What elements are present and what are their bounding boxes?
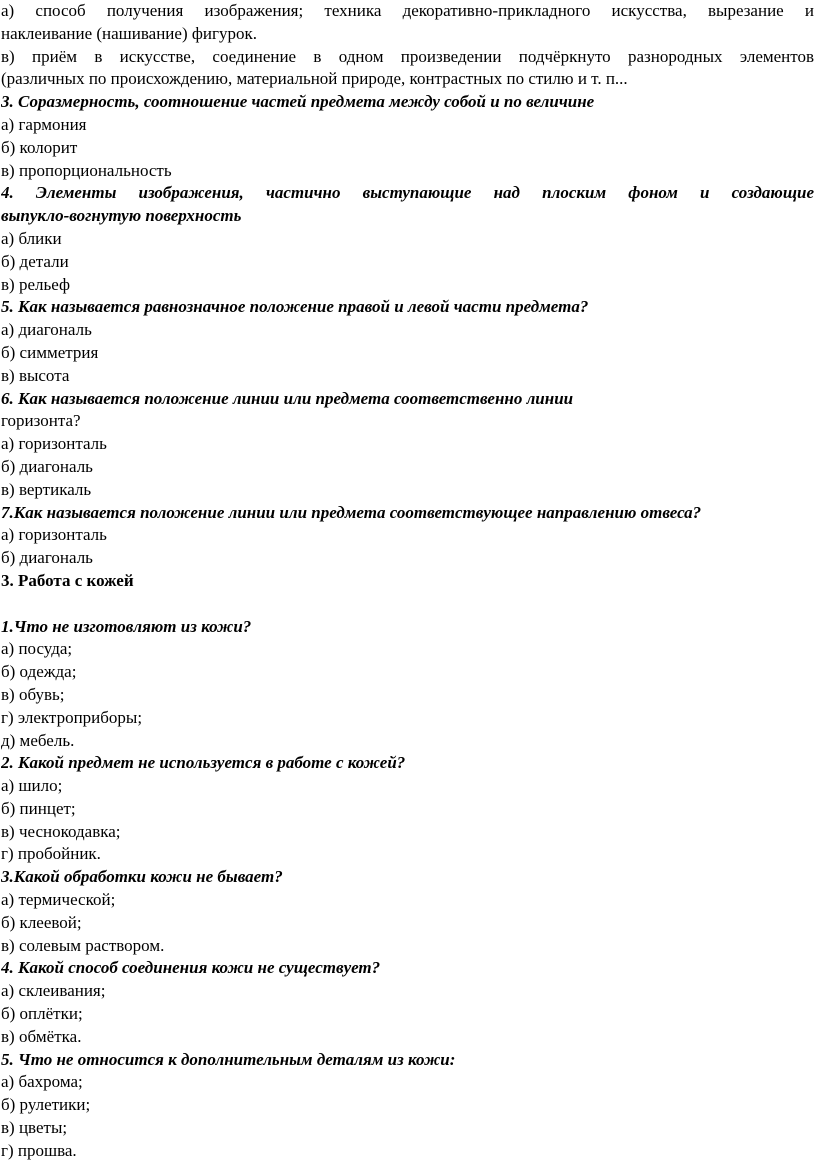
question-6-title-continuation: горизонта? bbox=[1, 411, 81, 431]
leather-question-3-title: 3.Какой обработки кожи не бывает? bbox=[1, 867, 283, 887]
leather-question-5-title: 5. Что не относится к дополнительным деталям из кожи: bbox=[1, 1049, 456, 1069]
answer-option: а) блики bbox=[1, 228, 62, 248]
answer-a-line-2: наклеивание (нашивание) фигурок. bbox=[1, 23, 257, 43]
question-6-title: 6. Как называется положение линии или предмета соответственно линии bbox=[1, 388, 574, 408]
answer-option: в) пропорциональность bbox=[1, 160, 172, 180]
answer-option: а) бахрома; bbox=[1, 1072, 83, 1092]
answer-option: а) склеивания; bbox=[1, 981, 106, 1001]
answer-option: а) гармония bbox=[1, 114, 87, 134]
question-4-title-line-1: 4. Элементы изображения, частично выступающие над плоским фоном и создающие bbox=[1, 183, 814, 203]
answer-option: б) диагональ bbox=[1, 456, 93, 476]
answer-option: б) диагональ bbox=[1, 548, 93, 568]
answer-option: б) симметрия bbox=[1, 342, 99, 362]
answer-option: а) горизонталь bbox=[1, 434, 107, 454]
answer-option: в) рельеф bbox=[1, 274, 70, 294]
answer-a-line-1: а) способ получения изображения; техника декоративно-прикладного искусства, вырезание и bbox=[1, 1, 814, 20]
answer-option: б) клеевой; bbox=[1, 912, 82, 932]
leather-question-4-title: 4. Какой способ соединения кожи не существует? bbox=[1, 958, 381, 978]
answer-option: б) рулетики; bbox=[1, 1095, 91, 1115]
answer-option: б) одежда; bbox=[1, 662, 77, 682]
answer-option: в) высота bbox=[1, 365, 70, 385]
answer-option: а) горизонталь bbox=[1, 525, 107, 545]
answer-option: в) обмётка. bbox=[1, 1026, 82, 1046]
question-7-title: 7.Как называется положение линии или предмета соответствующее направлению отвеса? bbox=[1, 502, 702, 522]
answer-option: б) оплётки; bbox=[1, 1004, 83, 1024]
answer-option: а) термической; bbox=[1, 890, 116, 910]
answer-option: б) колорит bbox=[1, 137, 78, 157]
section-heading: 3. Работа с кожей bbox=[1, 570, 134, 590]
answer-option: г) электроприборы; bbox=[1, 707, 143, 727]
answer-option: д) мебель. bbox=[1, 730, 75, 750]
answer-option: в) обувь; bbox=[1, 684, 65, 704]
answer-option: а) шило; bbox=[1, 776, 63, 796]
answer-c-line-2: (различных по происхождению, материальной природе, контрастных по стилю и т. п... bbox=[1, 69, 628, 89]
answer-option: б) пинцет; bbox=[1, 798, 76, 818]
answer-c-line-1: в) приём в искусстве, соединение в одном произведении подчёркнуто разнородных элементов bbox=[1, 46, 814, 66]
question-5-title: 5. Как называется равнозначное положение правой и левой части предмета? bbox=[1, 297, 589, 317]
question-4-title-line-2: выпукло-вогнутую поверхность bbox=[1, 206, 242, 226]
answer-option: б) детали bbox=[1, 251, 69, 271]
answer-option: в) вертикаль bbox=[1, 479, 92, 499]
answer-option: а) посуда; bbox=[1, 639, 73, 659]
question-3-title: 3. Соразмерность, соотношение частей предмета между собой и по величине bbox=[1, 92, 595, 112]
answer-option: а) диагональ bbox=[1, 320, 92, 340]
answer-option: г) прошва. bbox=[1, 1140, 77, 1160]
answer-option: в) чеснокодавка; bbox=[1, 821, 121, 841]
blank-line bbox=[1, 593, 814, 616]
answer-option: в) солевым раствором. bbox=[1, 935, 165, 955]
answer-option: г) пробойник. bbox=[1, 844, 101, 864]
leather-question-1-title: 1.Что не изготовляют из кожи? bbox=[1, 616, 252, 636]
answer-option: в) цветы; bbox=[1, 1118, 68, 1138]
leather-question-2-title: 2. Какой предмет не используется в работе с кожей? bbox=[1, 753, 406, 773]
